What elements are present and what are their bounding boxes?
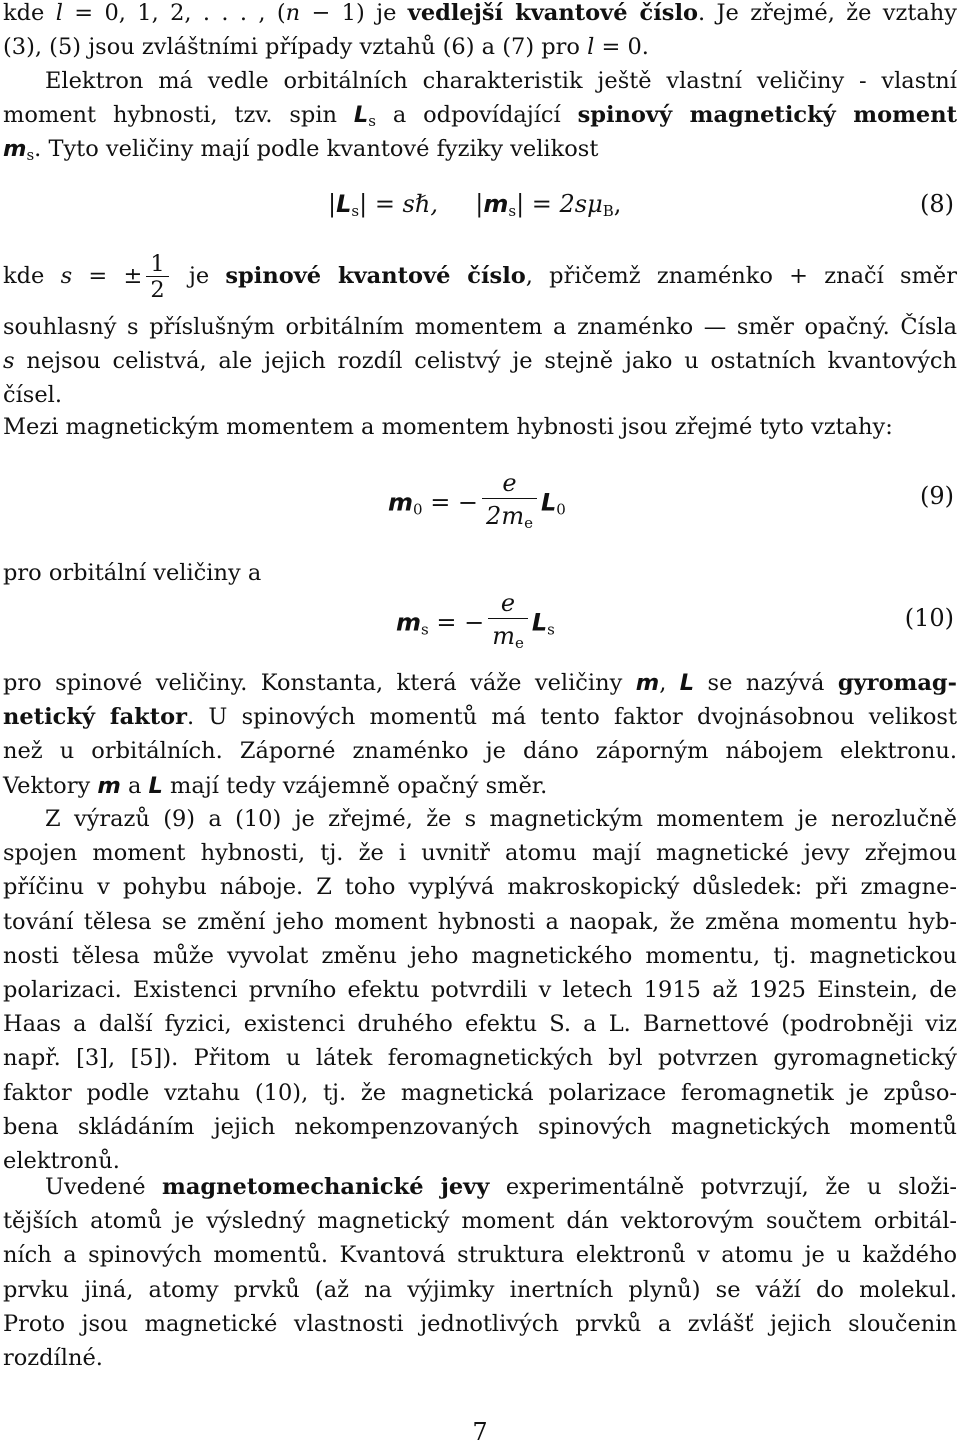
paragraph-spin [3, 64, 957, 98]
term-spin-magnetic-moment: spinový magnetický moment [577, 102, 957, 128]
text-line: např. [3], [5]). Přitom u látek feromagnetických byl potvrzen gyromagnetický [3, 1045, 957, 1072]
term-spin-quantum-number: spinové kvantové číslo [225, 263, 526, 289]
text-line: kde l = 0, 1, 2, . . . , (n − 1) je vedlejší kvantové číslo. Je zřejmé, že vztahy [3, 0, 957, 26]
paragraph-orbital [3, 556, 957, 590]
text-line: pro spinové veličiny. Konstanta, která váže veličiny m, L se nazývá gyromag- [3, 670, 957, 696]
text-line: Proto jsou magnetické vlastnosti jednotlivých prvků a zvlášť jejich sloučenin [3, 1310, 957, 1337]
term-magnetomechanical-effects: magnetomechanické jevy [162, 1174, 490, 1200]
text-line: rozdílné. [3, 1344, 103, 1371]
text-line: souhlasný s příslušným orbitálním momentem a znaménko — směr opačný. Čísla [3, 314, 957, 340]
text-line: elektronů. [3, 1147, 120, 1174]
paragraph-spin-quantum-number [3, 246, 957, 306]
fraction-one-half: $\frac{1}{2}$ [146, 252, 168, 303]
fraction-e-over-me: $\frac{e}{m_e}$ [488, 588, 528, 660]
equation-number-10: (10) [904, 604, 954, 632]
text-line: čísel. [3, 382, 63, 409]
paragraph-magnetomechanical [3, 1170, 957, 1375]
page-number: 7 [472, 1418, 488, 1446]
text-line: tějších atomů je výsledný magnetický moment dán vektorovým součtem orbitál- [3, 1208, 957, 1235]
text-line: Mezi magnetickým momentem a momentem hybnosti jsou zřejmé tyto vztahy: [3, 414, 893, 440]
text-line: kde s = ± $\frac{1}{2}$ je spinové kvantové číslo, přičemž znaménko + značí směr [3, 250, 957, 303]
fraction-e-over-2me: $\frac{e}{2m_e}$ [482, 468, 537, 540]
text-line: pro orbitální veličiny a [3, 560, 262, 586]
paragraph-quantum-number [3, 0, 957, 64]
text-line: (3), (5) jsou zvláštními případy vztahů (6) a (7) pro l = 0. [3, 34, 649, 61]
text-line: Z výrazů (9) a (10) je zřejmé, že s magnetickým momentem je nerozlučně [45, 806, 957, 832]
text-line: než u orbitálních. Záporné znaménko je dáno záporným nábojem elektronu. [3, 738, 957, 765]
term-gyromagnetic-factor: netický faktor [3, 704, 188, 731]
text-line: příčinu v pohybu náboje. Z toho vyplývá makroskopický důsledek: při zmagne- [3, 874, 957, 901]
text-line: Vektory m a L mají tedy vzájemně opačný směr. [3, 772, 548, 799]
text-line: netický faktor. U spinových momentů má tento faktor dvojnásobnou velikost [3, 704, 957, 731]
paragraph-relations [3, 410, 957, 444]
term-secondary-quantum-number: vedlejší kvantové číslo [407, 0, 699, 26]
paragraph-gyromagnetic [3, 666, 957, 803]
text-line: $m_s$. Tyto veličiny mají podle kvantové fyziky velikost [3, 136, 599, 165]
paragraph-spin-cont [3, 98, 957, 166]
equation-number-8: (8) [920, 190, 954, 218]
text-line: prvku jiná, atomy prvků (až na výjimky inertních plynů) se váží do molekul. [3, 1276, 957, 1303]
equation-8: $|L_s|$ = sℏ, $|m_s| = 2s\mu_B$, [328, 190, 622, 220]
equation-number-9: (9) [920, 482, 954, 510]
text-line: s nejsou celistvá, ale jejich rozdíl celistvý je stejně jako u ostatních kvantových [3, 348, 957, 375]
equation-10: $m_s$ = − $\frac{e}{m_e}$ $L_s$ [396, 588, 555, 660]
text-line: Haas a další fyzici, existenci druhého efektu S. a L. Barnettové (podrobněji viz [3, 1011, 957, 1038]
text-line: tování tělesa se změní jeho moment hybnosti a naopak, že změna momentu hyb- [3, 908, 957, 935]
text-line: moment hybnosti, tzv. spin $L_s$ a odpovídající spinový magnetický moment [3, 102, 957, 130]
text-line: spojen moment hybnosti, tj. že i uvnitř atomu mají magnetické jevy zřejmou [3, 840, 957, 867]
text-line: Uvedené magnetomechanické jevy experimentálně potvrzují, že u složi- [45, 1174, 957, 1200]
text-line: faktor podle vztahu (10), tj. že magnetická polarizace feromagnetik je způso- [3, 1079, 957, 1106]
text-line: Elektron má vedle orbitálních charakteristik ještě vlastní veličiny - vlastní [45, 68, 957, 94]
text-line: polarizaci. Existenci prvního efektu potvrdili v letech 1915 až 1925 Einstein, de [3, 976, 957, 1003]
text-line: ních a spinových momentů. Kvantová struktura elektronů v atomu je u každého [3, 1242, 957, 1269]
paragraph-spin-quantum-number-cont [3, 310, 957, 413]
text-line: bena skládáním jejich nekompenzovaných spinových magnetických momentů [3, 1113, 957, 1140]
paragraph-magnetic-momentum [3, 802, 957, 1178]
text-line: nosti tělesa může vyvolat změnu jeho magnetického momentu, tj. magnetickou [3, 942, 957, 969]
equation-9: $m_0$ = − $\frac{e}{2m_e}$ $L_0$ [388, 468, 566, 540]
